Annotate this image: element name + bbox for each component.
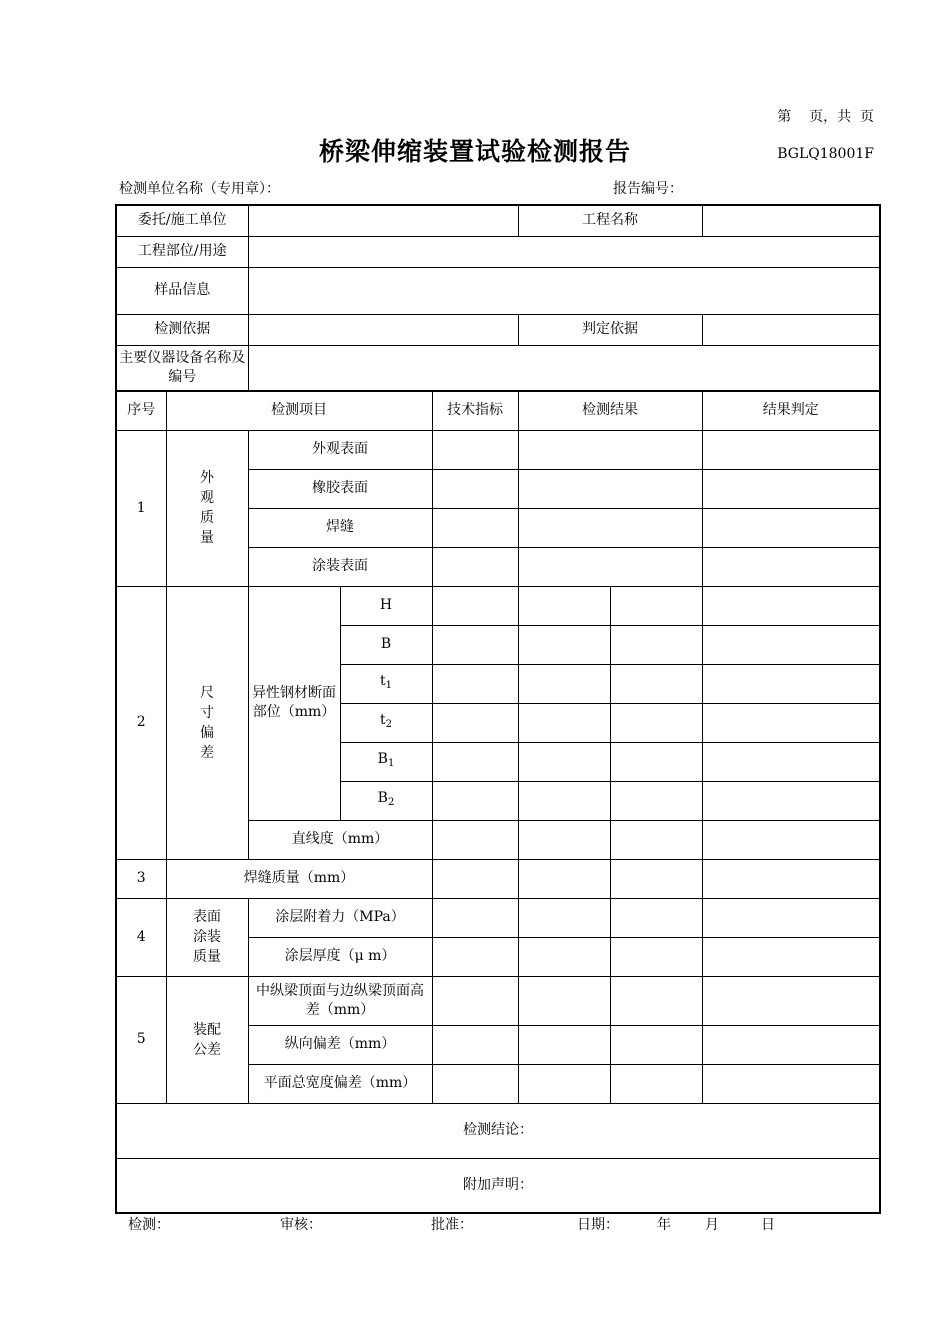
straightness-item: 直线度（mm）: [248, 820, 432, 859]
judgement-cell[interactable]: [702, 1064, 880, 1103]
spec-cell[interactable]: [432, 508, 518, 547]
result-cell[interactable]: [518, 508, 702, 547]
judgement-cell[interactable]: [702, 1025, 880, 1064]
spec-cell[interactable]: [432, 820, 518, 859]
judge-basis-value[interactable]: [702, 314, 880, 345]
row1-seq: 1: [116, 430, 166, 586]
judgement-cell[interactable]: [702, 976, 880, 1025]
judgement-cell[interactable]: [702, 859, 880, 898]
footer-year: 年: [657, 1217, 671, 1233]
col-item-header: 检测项目: [166, 391, 432, 430]
row5-item: 纵向偏差（mm）: [248, 1025, 432, 1064]
project-name-label: 工程名称: [518, 205, 702, 236]
judgement-cell[interactable]: [702, 625, 880, 664]
footer-month: 月: [705, 1217, 719, 1233]
judgement-cell[interactable]: [702, 547, 880, 586]
spec-cell[interactable]: [432, 430, 518, 469]
spec-cell[interactable]: [432, 1064, 518, 1103]
param-H: H: [340, 586, 432, 625]
judge-basis-label: 判定依据: [518, 314, 702, 345]
row5-item: 平面总宽度偏差（mm）: [248, 1064, 432, 1103]
result-cell[interactable]: [518, 547, 702, 586]
result-cell[interactable]: [518, 664, 610, 703]
result-cell[interactable]: [518, 859, 610, 898]
row3-seq: 3: [116, 859, 166, 898]
param-B: B: [340, 625, 432, 664]
judgement-cell[interactable]: [702, 508, 880, 547]
project-name-value[interactable]: [702, 205, 880, 236]
statement-field[interactable]: [116, 1158, 880, 1213]
judgement-cell[interactable]: [702, 430, 880, 469]
sample-info-label: 样品信息: [116, 267, 248, 314]
result-cell[interactable]: [610, 703, 702, 742]
spec-cell[interactable]: [432, 859, 518, 898]
row2-seq: 2: [116, 586, 166, 859]
row4-seq: 4: [116, 898, 166, 976]
param-B2: $B_2$: [340, 781, 432, 820]
result-cell[interactable]: [518, 1064, 610, 1103]
row1-item: 橡胶表面: [248, 469, 432, 508]
spec-cell[interactable]: [432, 625, 518, 664]
report-title: 桥梁伸缩装置试验检测报告: [318, 137, 631, 166]
result-cell[interactable]: [610, 976, 702, 1025]
result-cell[interactable]: [610, 937, 702, 976]
result-cell[interactable]: [518, 976, 610, 1025]
row4-item: 涂层厚度（μ m）: [248, 937, 432, 976]
col-spec-header: 技术指标: [432, 391, 518, 430]
result-cell[interactable]: [518, 898, 610, 937]
testing-unit-label: 检测单位名称（专用章）：: [119, 181, 280, 197]
test-basis-label: 检测依据: [116, 314, 248, 345]
result-cell[interactable]: [518, 586, 610, 625]
row1-item: 焊缝: [248, 508, 432, 547]
client-value[interactable]: [248, 205, 518, 236]
col-result-header: 检测结果: [518, 391, 702, 430]
judgement-cell[interactable]: [702, 469, 880, 508]
judgement-cell[interactable]: [702, 937, 880, 976]
row5-item: 中纵梁顶面与边纵梁顶面高差（mm）: [248, 976, 432, 1025]
result-cell[interactable]: [518, 703, 610, 742]
equipment-label: 主要仪器设备名称及编号: [116, 345, 248, 391]
row4-item: 涂层附着力（MPa）: [248, 898, 432, 937]
spec-cell[interactable]: [432, 469, 518, 508]
row4-group: 表面涂装质量: [166, 898, 248, 976]
row5-seq: 5: [116, 976, 166, 1103]
result-cell[interactable]: [610, 820, 702, 859]
result-cell[interactable]: [518, 625, 610, 664]
spec-cell[interactable]: [432, 1025, 518, 1064]
statement-label: 附加声明：: [463, 1176, 534, 1193]
row1-item: 涂装表面: [248, 547, 432, 586]
row2-subgroup: 异性钢材断面部位（mm）: [248, 586, 340, 820]
judgement-cell[interactable]: [702, 898, 880, 937]
result-cell[interactable]: [610, 742, 702, 781]
spec-cell[interactable]: [432, 547, 518, 586]
footer-approver-label: 批准：: [431, 1217, 473, 1233]
result-cell[interactable]: [518, 820, 610, 859]
row1-item: 外观表面: [248, 430, 432, 469]
spec-cell[interactable]: [432, 742, 518, 781]
judgement-cell[interactable]: [702, 586, 880, 625]
spec-cell[interactable]: [432, 664, 518, 703]
spec-cell[interactable]: [432, 937, 518, 976]
judgement-cell[interactable]: [702, 820, 880, 859]
judgement-cell[interactable]: [702, 664, 880, 703]
judgement-cell[interactable]: [702, 742, 880, 781]
col-judgement-header: 结果判定: [702, 391, 880, 430]
client-label: 委托/施工单位: [116, 205, 248, 236]
result-cell[interactable]: [610, 1025, 702, 1064]
result-cell[interactable]: [610, 859, 702, 898]
judgement-cell[interactable]: [702, 703, 880, 742]
result-cell[interactable]: [518, 430, 702, 469]
test-basis-value[interactable]: [248, 314, 518, 345]
equipment-value[interactable]: [248, 345, 880, 391]
part-usage-label: 工程部位/用途: [116, 236, 248, 267]
param-B1: $B_1$: [340, 742, 432, 781]
conclusion-field[interactable]: [116, 1103, 880, 1158]
param-t2: $t_2$: [340, 703, 432, 742]
result-cell[interactable]: [610, 586, 702, 625]
result-cell[interactable]: [518, 1025, 610, 1064]
result-cell[interactable]: [518, 937, 610, 976]
footer-day: 日: [761, 1217, 775, 1233]
footer-date-label: 日期：: [577, 1217, 619, 1233]
report-table: [115, 204, 881, 1214]
footer-reviewer-label: 审核：: [280, 1217, 322, 1233]
spec-cell[interactable]: [432, 976, 518, 1025]
spec-cell[interactable]: [432, 703, 518, 742]
row3-item: 焊缝质量（mm）: [166, 859, 432, 898]
row2-group: 尺寸偏差: [166, 586, 248, 859]
judgement-cell[interactable]: [702, 781, 880, 820]
result-cell[interactable]: [518, 742, 610, 781]
result-cell[interactable]: [518, 781, 610, 820]
form-code: BGLQ18001F: [777, 146, 874, 162]
spec-cell[interactable]: [432, 586, 518, 625]
spec-cell[interactable]: [432, 781, 518, 820]
spec-cell[interactable]: [432, 898, 518, 937]
footer-tester-label: 检测：: [128, 1217, 170, 1233]
param-t1: $t_1$: [340, 664, 432, 703]
page-numbering: 第 页，共 页: [777, 109, 874, 125]
result-cell[interactable]: [610, 625, 702, 664]
report-number-label: 报告编号：: [613, 181, 683, 197]
conclusion-label: 检测结论：: [463, 1122, 534, 1138]
part-usage-value[interactable]: [248, 236, 880, 267]
row1-group: 外观质量: [166, 430, 248, 586]
result-cell[interactable]: [518, 469, 702, 508]
col-seq-header: 序号: [116, 391, 166, 430]
result-cell[interactable]: [610, 1064, 702, 1103]
row5-group: 装配公差: [166, 976, 248, 1103]
result-cell[interactable]: [610, 664, 702, 703]
result-cell[interactable]: [610, 781, 702, 820]
result-cell[interactable]: [610, 898, 702, 937]
sample-info-value[interactable]: [248, 267, 880, 314]
